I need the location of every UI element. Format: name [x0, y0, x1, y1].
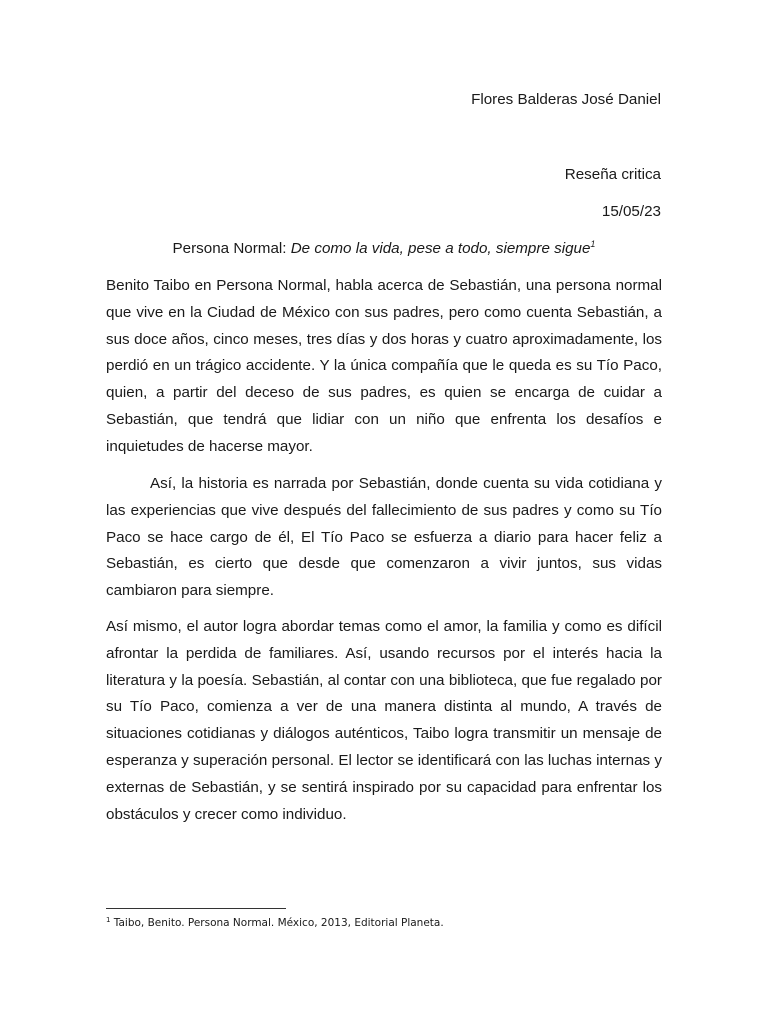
body-paragraph-1: Benito Taibo en Persona Normal, habla acerca de Sebastián, una persona normal que vive en la Ciudad de México con sus padres, pero como cuenta Sebastián, a sus doce años, cinco meses, tres días y dos horas y cuatro aproximadamente, los perdió en un trágico accidente. Y la única compañía que le queda es su Tío Paco, quien, a partir del deceso de sus padres, es quien se encarga de cuidar a Sebastián, que tendrá que lidiar con un niño que enfrenta los desafíos e inquietudes de hacerse mayor.: [106, 277, 662, 455]
review-title: [0, 240, 768, 257]
footnote-number: 1: [106, 916, 111, 924]
title-subtitle: De como la vida, pese a todo, siempre sigue: [290, 240, 591, 257]
body-paragraph-3: Así mismo, el autor logra abordar temas como el amor, la familia y como es difícil afrontar la perdida de familiares. Así, usando recursos por el interés hacia la literatura y la poesía. Sebastián, al contar con una biblioteca, que fue regalado por su Tío Paco, comienza a ver de una manera distinta al mundo, A través de situaciones cotidianas y diálogos auténticos, Taibo logra transmitir un mensaje de esperanza y superación personal. El lector se identificará con las luchas internas y externas de Sebastián, y se sentirá inspirado por su capacidad para enfrentar los obstáculos y crecer como individuo.: [106, 618, 662, 823]
document-date: 15/05/23: [601, 203, 661, 220]
footnote-divider: [106, 908, 286, 909]
title-main: Persona Normal:: [172, 240, 291, 257]
footnote-text: Taibo, Benito. Persona Normal. México, 2013, Editorial Planeta.: [110, 917, 444, 929]
footnote-reference: 1: [590, 239, 596, 249]
footnote: [106, 917, 444, 929]
author-name: Flores Balderas José Daniel: [471, 91, 661, 108]
body-paragraph-2: Así, la historia es narrada por Sebastián, donde cuenta su vida cotidiana y las experiencias que vive después del fallecimiento de sus padres y como su Tío Paco se hace cargo de él, El Tío Paco se esfuerza a diario para hacer feliz a Sebastián, es cierto que desde que comenzaron a vivir juntos, sus vidas cambiaron para siempre.: [106, 475, 662, 600]
document-type: Reseña critica: [564, 166, 661, 183]
